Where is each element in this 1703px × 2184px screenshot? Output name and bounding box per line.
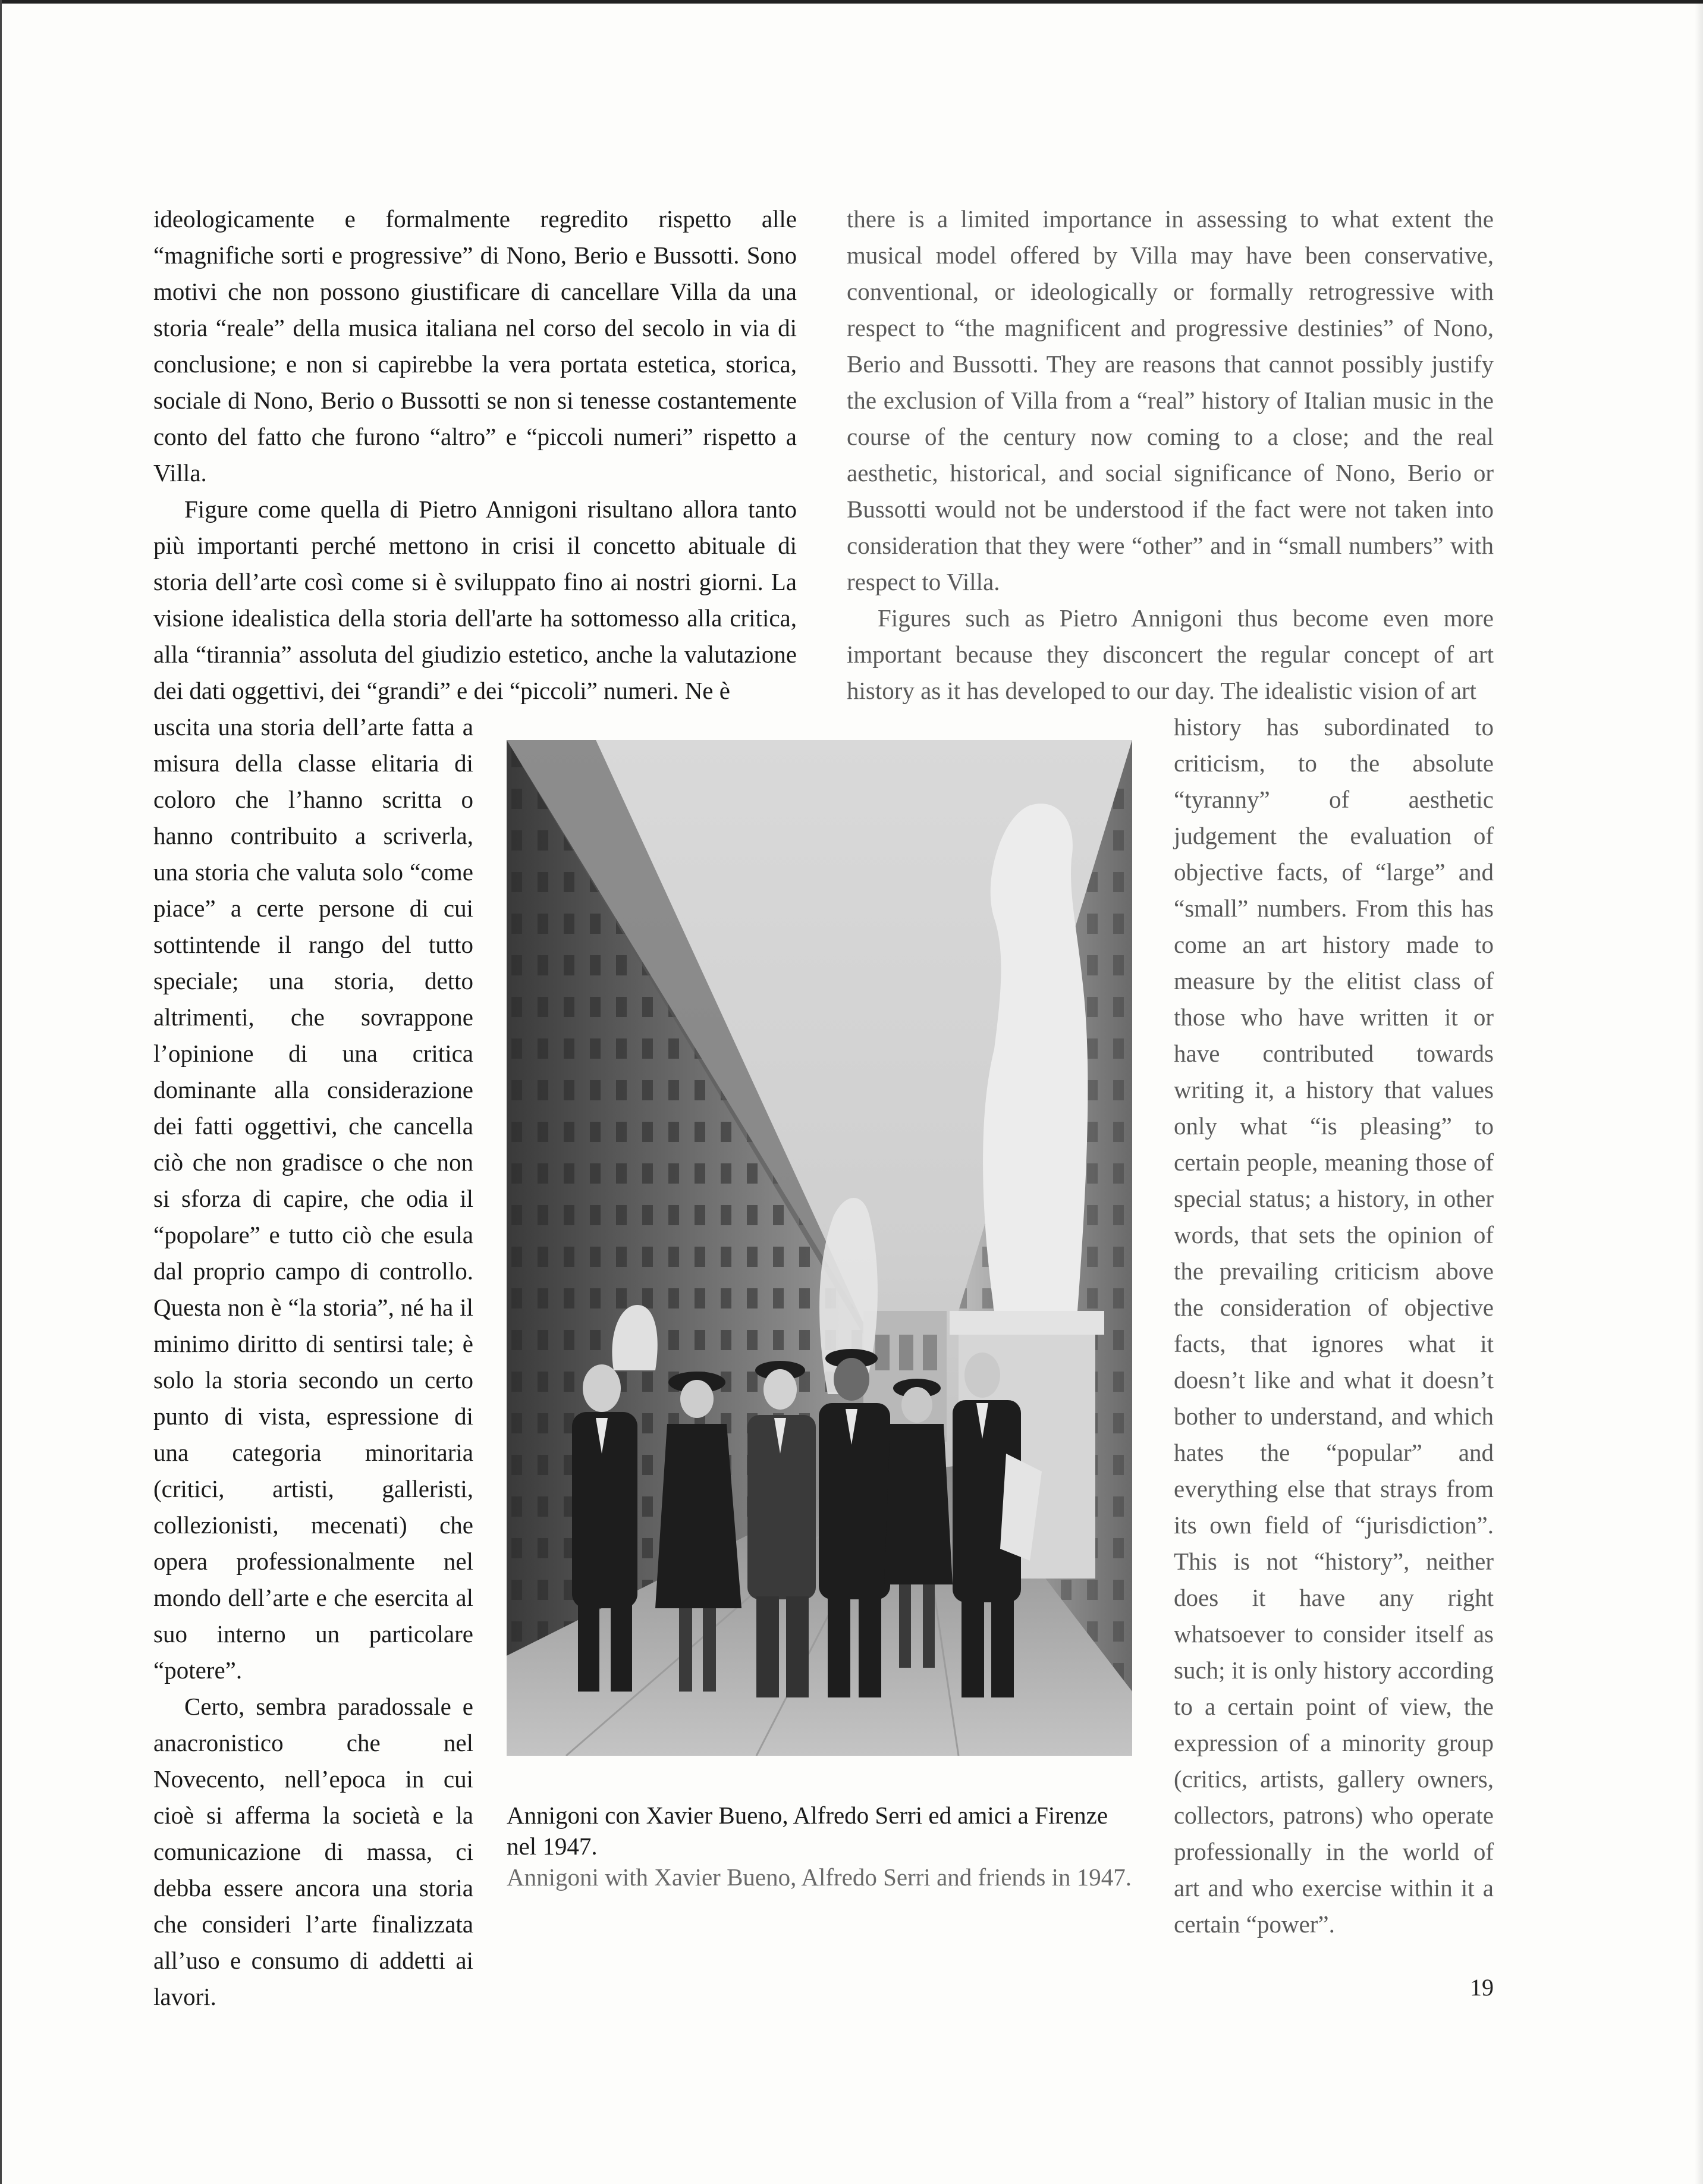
group-photo [507, 740, 1132, 1756]
page-binding-shadow [1695, 0, 1703, 2184]
italian-text-top [153, 201, 797, 709]
english-paragraph: history has subordinated to criticism, to the absolute “tyranny” of aesthetic judgement the evaluation of objective facts, of “large” and “small” numbers. From this has come an art history made to measure by the elitist class of those who have written it or have contributed towards writing it, a history that values only what “is pleasing” to certain people, meaning those of special status; a history, in other words, that sets the opinion of the prevailing criticism above the consideration of objective facts, that ignores what it doesn’t like and what it doesn’t bother to understand, and which hates the “popular” and everything else that strays from its own field of “jurisdiction”. This is not “history”, neither does it have any right whatsoever to consider itself as such; it is only history according to a certain point of view, the expression of a minority group (critics, artists, gallery owners, collectors, patrons) who operate professionally in the world of art and who exercise within it a certain “power”. [1174, 713, 1494, 1938]
english-paragraph: there is a limited importance in assessing to what extent the musical model offered by Villa may have been conservative, conventional, or ideologically or formally retrogressive with respect to “the magnificent and progressive destinies” of Nono, Berio and Bussotti. They are reasons that cannot possibly justify the exclusion of Villa from a “real” history of Italian music in the course of the century now coming to a close; and the real aesthetic, historical, and social significance of Nono, Berio or Bussotti would not be understood if the fact were not taken into consideration that they were “other” and in “small numbers” with respect to Villa. [847, 205, 1494, 595]
page-top-edge [0, 0, 1703, 4]
english-text-side [1174, 709, 1494, 1943]
photo-caption [507, 1800, 1137, 1893]
english-text-top [847, 201, 1494, 709]
italian-text-side [153, 709, 473, 2015]
italian-paragraph: Certo, sembra paradossale e anacronistico che nel Novecento, nell’epoca in cui cioè si afferma la società e la comunicazione di massa, ci debba essere ancora una storia che consideri l’arte finalizzata all’uso e consumo di addetti ai lavori. [153, 1693, 473, 2010]
english-paragraph: Figures such as Pietro Annigoni thus become even more important because they disconcert the regular concept of art history as it has developed to our day. The idealistic vision of art [847, 604, 1494, 704]
italian-paragraph: Figure come quella di Pietro Annigoni risultano allora tanto più importanti perché mettono in crisi il concetto abituale di storia dell’arte così come si è sviluppato fino ai nostri giorni. La visione idealistica della storia dell'arte ha sottomesso alla critica, alla “tirannia” assoluta del giudizio estetico, anche la valutazione dei dati oggettivi, dei “grandi” e dei “piccoli” numeri. Ne è [153, 495, 797, 704]
caption-english: Annigoni with Xavier Bueno, Alfredo Serri and friends in 1947. [507, 1863, 1132, 1891]
page-left-edge [0, 0, 2, 2184]
caption-italian: Annigoni con Xavier Bueno, Alfredo Serri ed amici a Firenze nel 1947. [507, 1802, 1108, 1860]
italian-paragraph: ideologicamente e formalmente regredito rispetto alle “magnifiche sorti e progressive” di Nono, Berio e Bussotti. Sono motivi che non possono giustificare di cancellare Villa da una storia “reale” della musica italiana nel corso del secolo in via di conclusione; e non si capirebbe la vera portata estetica, storica, sociale di Nono, Berio o Bussotti se non si tenesse costantemente conto del fatto che furono “altro” e “piccoli numeri” rispetto a Villa. [153, 205, 797, 487]
italian-paragraph: uscita una storia dell’arte fatta a misura della classe elitaria di coloro che l’hanno scritta o hanno contribuito a scriverla, una storia che valuta solo “come piace” a certe persone di cui sottintende il rango del tutto speciale; una storia, detto altrimenti, che sovrappone l’opinione di una critica dominante alla considerazione dei fatti oggettivi, che cancella ciò che non gradisce o che non si sforza di capire, che odia il “popolare” e tutto ciò che esula dal proprio campo di controllo. Questa non è “la storia”, né ha il minimo diritto di sentirsi tale; è solo la storia secondo un certo punto di vista, espressione di una categoria minoritaria (critici, artisti, galleristi, collezionisti, mecenati) che opera professionalmente nel mondo dell’arte e che esercita al suo interno un particolare “potere”. [153, 713, 473, 1684]
page-number: 19 [1470, 1974, 1494, 2001]
